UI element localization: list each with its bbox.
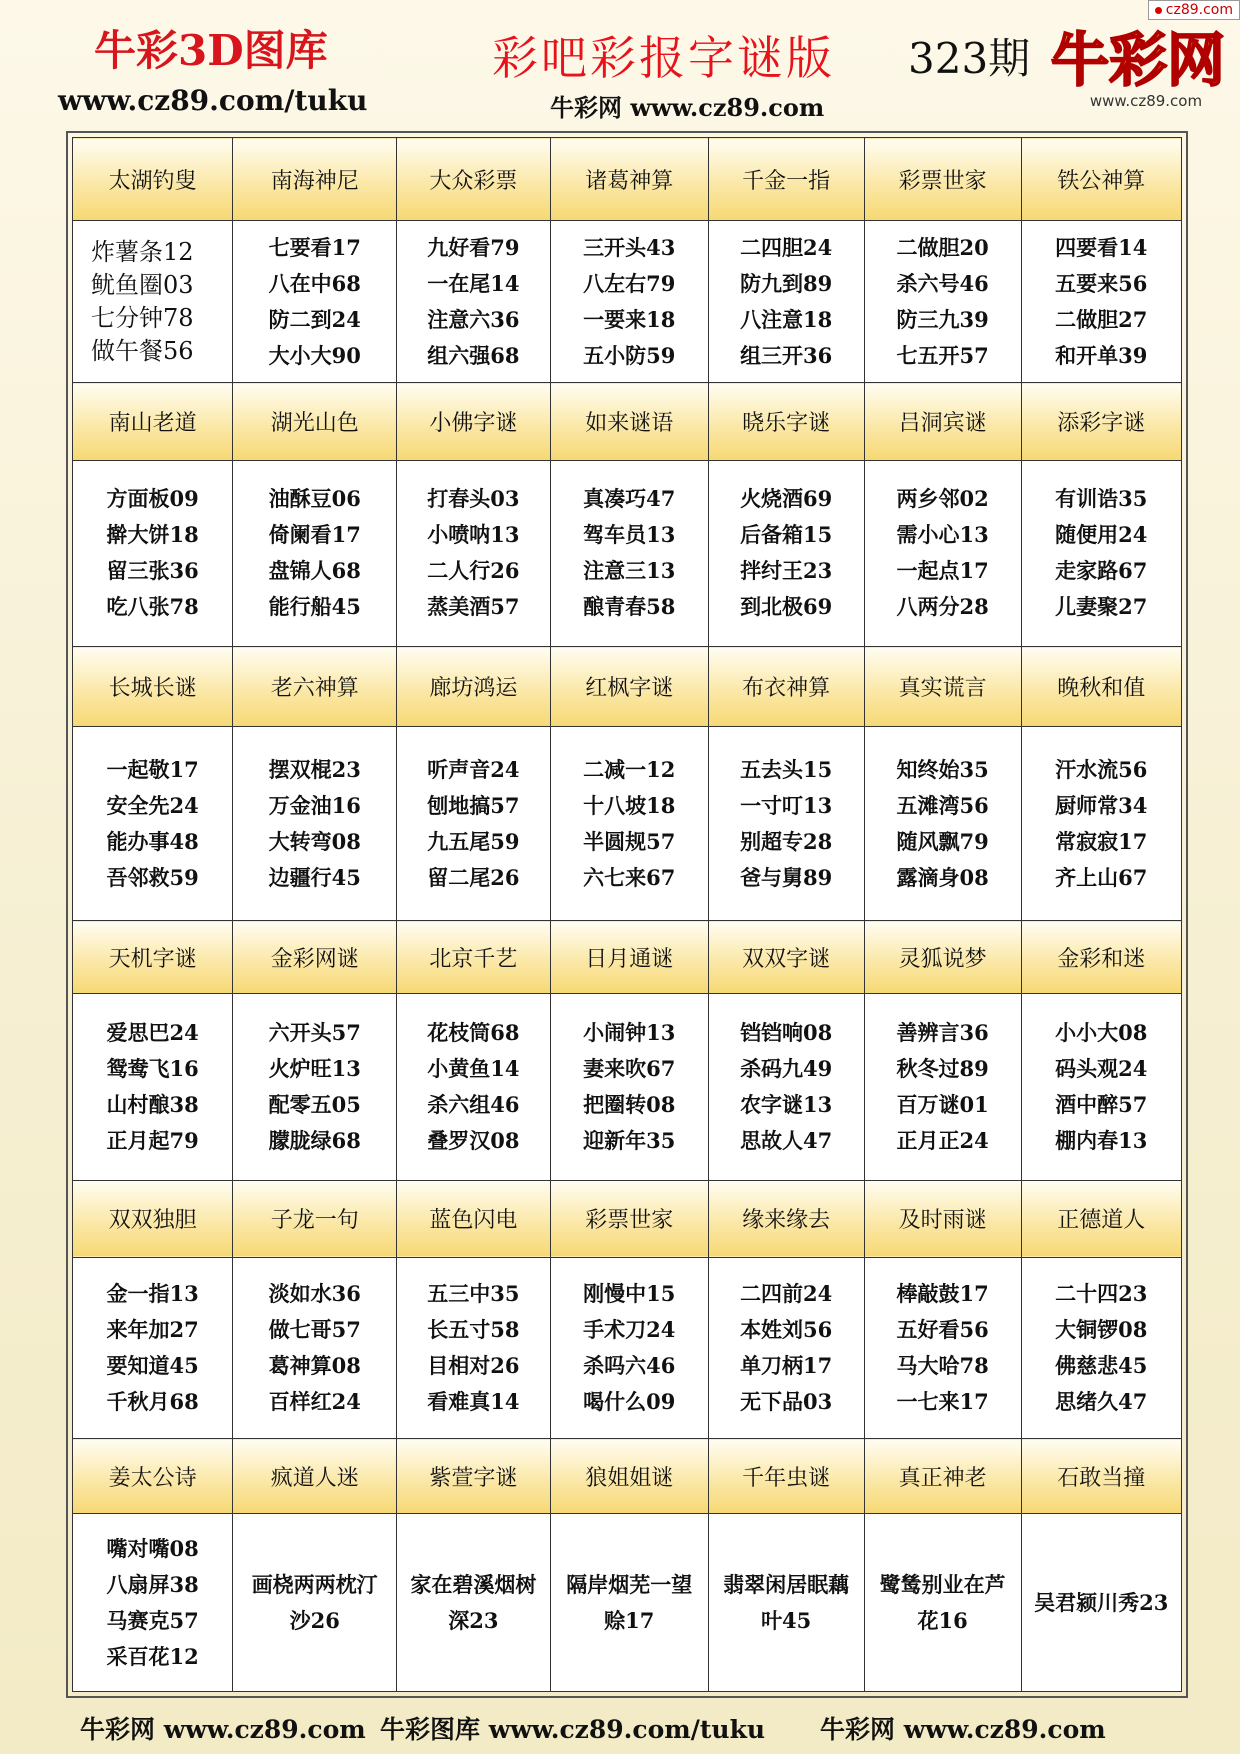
riddle-line: 七分钟78 — [91, 303, 194, 332]
riddle-line: 正月正24 — [896, 1127, 989, 1153]
riddle-cell — [550, 994, 708, 1180]
riddle-line: 组三开36 — [740, 342, 833, 368]
riddle-line: 喝什么09 — [583, 1389, 676, 1415]
riddle-line: 叶45 — [761, 1607, 812, 1633]
riddle-line: 火炉旺13 — [268, 1055, 361, 1081]
riddle-line: 二人行26 — [427, 558, 520, 584]
riddle-line: 八两分28 — [896, 594, 989, 620]
riddle-line: 小小大08 — [1055, 1019, 1148, 1045]
riddle-cell — [73, 221, 233, 383]
riddle-line: 手术刀24 — [583, 1317, 676, 1343]
svg-text:www.cz89.com: www.cz89.com — [1089, 92, 1203, 110]
riddle-line: 齐上山67 — [1055, 864, 1148, 890]
riddle-line: 半圆规57 — [583, 828, 676, 854]
riddle-line: 五三中35 — [427, 1281, 520, 1307]
riddle-line: 一要来18 — [583, 306, 676, 332]
riddle-line: 厨师常34 — [1055, 792, 1148, 818]
source-name: 布衣神算 — [708, 647, 864, 727]
riddle-cell — [864, 994, 1021, 1180]
riddle-line: 和开单39 — [1055, 342, 1148, 368]
riddle-line: 家在碧溪烟树 — [410, 1571, 537, 1597]
source-name: 北京千艺 — [397, 921, 551, 994]
source-name: 如来谜语 — [550, 383, 708, 461]
source-name: 红枫字谜 — [550, 647, 708, 727]
source-name: 小佛字谜 — [397, 383, 551, 461]
source-name: 千年虫谜 — [708, 1439, 864, 1514]
riddle-line: 真凑巧47 — [583, 486, 676, 512]
riddle-line: 千秋月68 — [106, 1389, 199, 1415]
riddle-row — [73, 1258, 1182, 1439]
riddle-line: 迎新年35 — [583, 1127, 676, 1153]
riddle-line: 百万谜01 — [896, 1091, 989, 1117]
riddle-line: 八扇屏38 — [106, 1571, 199, 1597]
source-name: 紫萱字谜 — [397, 1439, 551, 1514]
riddle-cell — [397, 1258, 551, 1439]
riddle-table — [72, 137, 1182, 1692]
riddle-line: 倚阑看17 — [268, 522, 361, 548]
source-name: 廊坊鸿运 — [397, 647, 551, 727]
riddle-line: 鹭鸶别业在芦 — [879, 1571, 1006, 1597]
riddle-line: 随便用24 — [1055, 522, 1148, 548]
riddle-line: 山村酿38 — [106, 1091, 199, 1117]
source-name: 双双字谜 — [708, 921, 864, 994]
riddle-line: 三开头43 — [583, 234, 676, 260]
riddle-line: 一寸叮13 — [740, 792, 833, 818]
riddle-line: 叠罗汉08 — [427, 1127, 520, 1153]
riddle-cell — [233, 460, 397, 646]
riddle-line: 防二到24 — [268, 306, 361, 332]
source-name: 双双独胆 — [73, 1180, 233, 1258]
riddle-line: 常寂寂17 — [1055, 828, 1148, 854]
riddle-cell — [233, 726, 397, 920]
source-name: 晚秋和值 — [1021, 647, 1181, 727]
riddle-line: 擀大饼18 — [106, 522, 199, 548]
riddle-line: 铛铛响08 — [740, 1019, 833, 1045]
riddle-cell — [397, 726, 551, 920]
riddle-line: 七要看17 — [268, 234, 361, 260]
riddle-line: 五要来56 — [1055, 270, 1148, 296]
source-name: 南山老道 — [73, 383, 233, 461]
riddle-row — [73, 994, 1182, 1180]
riddle-cell — [1021, 994, 1181, 1180]
issue-number: 323期 — [908, 34, 1031, 83]
riddle-line: 马赛克57 — [106, 1607, 199, 1633]
name-row — [73, 383, 1182, 461]
riddle-line: 小闹钟13 — [583, 1019, 676, 1045]
riddle-line: 采百花12 — [106, 1643, 199, 1669]
riddle-line: 留三张36 — [106, 558, 199, 584]
source-name: 缘来缘去 — [708, 1180, 864, 1258]
riddle-line: 火烧酒69 — [740, 486, 833, 512]
site-url[interactable]: www.cz89.com/tuku — [58, 84, 368, 117]
riddle-line: 后备箱15 — [740, 522, 833, 548]
riddle-line: 画桡两两枕汀 — [251, 1571, 378, 1597]
name-row — [73, 921, 1182, 994]
source-name: 真正神老 — [864, 1439, 1021, 1514]
riddle-cell — [864, 1258, 1021, 1439]
source-name: 金彩和迷 — [1021, 921, 1181, 994]
riddle-line: 边疆行45 — [268, 864, 361, 890]
riddle-line: 佛慈悲45 — [1055, 1353, 1148, 1379]
source-name: 诸葛神算 — [550, 138, 708, 221]
riddle-line: 爱思巴24 — [106, 1019, 199, 1045]
riddle-line: 正月起79 — [106, 1127, 199, 1153]
riddle-line: 来年加27 — [106, 1317, 199, 1343]
riddle-line: 葛神算08 — [268, 1353, 361, 1379]
riddle-row — [73, 1514, 1182, 1692]
riddle-row — [73, 460, 1182, 646]
riddle-line: 四要看14 — [1055, 234, 1148, 260]
svg-text:牛彩网: 牛彩网 — [1050, 26, 1226, 94]
riddle-line: 五去头15 — [740, 756, 833, 782]
source-name: 灵狐说梦 — [864, 921, 1021, 994]
source-name: 长城长谜 — [73, 647, 233, 727]
riddle-line: 十八坡18 — [583, 792, 676, 818]
riddle-line: 驾车员13 — [583, 522, 676, 548]
riddle-line: 赊17 — [604, 1607, 655, 1633]
riddle-cell — [708, 726, 864, 920]
riddle-cell — [233, 221, 397, 383]
riddle-line: 摆双棍23 — [268, 756, 361, 782]
riddle-cell — [864, 221, 1021, 383]
riddle-line: 棒敲鼓17 — [896, 1281, 989, 1307]
riddle-line: 露滴身08 — [896, 864, 989, 890]
riddle-cell — [864, 460, 1021, 646]
riddle-line: 八左右79 — [583, 270, 676, 296]
riddle-line: 思绪久47 — [1055, 1389, 1148, 1415]
riddle-line: 二四胆24 — [740, 234, 833, 260]
riddle-cell — [708, 1514, 864, 1692]
riddle-cell — [233, 994, 397, 1180]
riddle-line: 两乡邻02 — [896, 486, 989, 512]
source-name: 正德道人 — [1021, 1180, 1181, 1258]
riddle-line: 打春头03 — [427, 486, 520, 512]
riddle-cell — [708, 994, 864, 1180]
source-name: 彩票世家 — [864, 138, 1021, 221]
name-row — [73, 1180, 1182, 1258]
riddle-line: 蒸美酒57 — [427, 594, 520, 620]
riddle-line: 五好看56 — [896, 1317, 989, 1343]
riddle-cell — [397, 460, 551, 646]
source-name: 湖光山色 — [233, 383, 397, 461]
source-name: 铁公神算 — [1021, 138, 1181, 221]
source-name: 天机字谜 — [73, 921, 233, 994]
riddle-line: 思故人47 — [740, 1127, 833, 1153]
footer-link-middle[interactable]: 牛彩图库 www.cz89.com/tuku — [380, 1715, 766, 1744]
riddle-line: 注意六36 — [427, 306, 520, 332]
riddle-line: 小喷呐13 — [427, 522, 520, 548]
niucai-logo — [1048, 18, 1228, 118]
riddle-cell — [1021, 1258, 1181, 1439]
source-name: 金彩网谜 — [233, 921, 397, 994]
riddle-line: 组六强68 — [427, 342, 520, 368]
riddle-line: 防九到89 — [740, 270, 833, 296]
riddle-cell — [708, 1258, 864, 1439]
riddle-line: 六开头57 — [268, 1019, 361, 1045]
source-name: 狼姐姐谜 — [550, 1439, 708, 1514]
riddle-cell — [550, 726, 708, 920]
riddle-line: 大小大90 — [268, 342, 361, 368]
riddle-cell — [397, 221, 551, 383]
riddle-line: 五滩湾56 — [896, 792, 989, 818]
riddle-line: 汗水流56 — [1055, 756, 1148, 782]
riddle-line: 鱿鱼圈03 — [91, 270, 194, 299]
source-name: 石敢当撞 — [1021, 1439, 1181, 1514]
footer-link-right[interactable]: 牛彩网 www.cz89.com — [820, 1715, 1106, 1744]
riddle-cell — [864, 726, 1021, 920]
riddle-line: 长五寸58 — [427, 1317, 520, 1343]
riddle-line: 刚慢中15 — [583, 1281, 676, 1307]
riddle-line: 知终始35 — [896, 756, 989, 782]
riddle-line: 码头观24 — [1055, 1055, 1148, 1081]
riddle-line: 做七哥57 — [268, 1317, 361, 1343]
riddle-line: 爸与舅89 — [740, 864, 833, 890]
riddle-line: 善辨言36 — [896, 1019, 989, 1045]
source-name: 疯道人迷 — [233, 1439, 397, 1514]
riddle-line: 杀吗六46 — [583, 1353, 676, 1379]
page-title: 彩吧彩报字谜版 — [492, 31, 835, 85]
source-name: 大众彩票 — [397, 138, 551, 221]
riddle-line: 有训诰35 — [1055, 486, 1148, 512]
riddle-line: 能行船45 — [268, 594, 361, 620]
site-title: 牛彩3D图库 — [94, 26, 328, 75]
riddle-line: 做午餐56 — [91, 336, 194, 365]
riddle-line: 马大哈78 — [896, 1353, 989, 1379]
riddle-line: 翡翠闲居眠藕 — [723, 1571, 850, 1597]
riddle-line: 九好看79 — [427, 234, 520, 260]
riddle-line: 深23 — [448, 1607, 499, 1633]
riddle-cell — [233, 1514, 397, 1692]
riddle-cell — [550, 221, 708, 383]
record-dot-icon — [1155, 7, 1162, 14]
riddle-line: 朦胧绿68 — [268, 1127, 361, 1153]
riddle-line: 妻来吹67 — [583, 1055, 676, 1081]
source-name: 南海神尼 — [233, 138, 397, 221]
riddle-cell — [73, 1258, 233, 1439]
riddle-cell — [73, 726, 233, 920]
riddle-line: 吃八张78 — [106, 594, 199, 620]
riddle-cell — [1021, 460, 1181, 646]
riddle-line: 看难真14 — [427, 1389, 520, 1415]
riddle-cell — [233, 1258, 397, 1439]
riddle-line: 要知道45 — [106, 1353, 199, 1379]
riddle-line: 八注意18 — [740, 306, 833, 332]
riddle-cell — [864, 1514, 1021, 1692]
riddle-line: 二四前24 — [740, 1281, 833, 1307]
riddle-line: 吾邻救59 — [106, 864, 199, 890]
source-name: 添彩字谜 — [1021, 383, 1181, 461]
riddle-cell — [73, 994, 233, 1180]
riddle-line: 能办事48 — [106, 828, 199, 854]
riddle-line: 杀六组46 — [427, 1091, 520, 1117]
name-row — [73, 647, 1182, 727]
riddle-line: 万金油16 — [268, 792, 361, 818]
source-name: 真实谎言 — [864, 647, 1021, 727]
riddle-line: 五小防59 — [583, 342, 676, 368]
source-name: 蓝色闪电 — [397, 1180, 551, 1258]
riddle-line: 炸薯条12 — [91, 237, 194, 266]
riddle-line: 花16 — [917, 1607, 968, 1633]
riddle-line: 花枝筒68 — [427, 1019, 520, 1045]
riddle-line: 方面板09 — [106, 486, 199, 512]
source-name: 彩票世家 — [550, 1180, 708, 1258]
riddle-cell — [397, 1514, 551, 1692]
riddle-line: 目相对26 — [427, 1353, 520, 1379]
riddle-cell — [708, 221, 864, 383]
riddle-line: 随风飘79 — [896, 828, 989, 854]
source-name: 日月通谜 — [550, 921, 708, 994]
source-name: 老六神算 — [233, 647, 397, 727]
riddle-line: 八在中68 — [268, 270, 361, 296]
riddle-line: 酒中醉57 — [1055, 1091, 1148, 1117]
footer-link-left[interactable]: 牛彩网 www.cz89.com — [80, 1715, 366, 1744]
riddle-line: 二减一12 — [583, 756, 676, 782]
riddle-line: 小黄鱼14 — [427, 1055, 520, 1081]
riddle-line: 听声音24 — [427, 756, 520, 782]
riddle-line: 棚内春13 — [1055, 1127, 1148, 1153]
riddle-cell — [73, 460, 233, 646]
riddle-line: 七五开57 — [896, 342, 989, 368]
riddle-row — [73, 221, 1182, 383]
riddle-line: 酿青春58 — [583, 594, 676, 620]
riddle-line: 鸳鸯飞16 — [106, 1055, 199, 1081]
source-name: 千金一指 — [708, 138, 864, 221]
riddle-line: 留二尾26 — [427, 864, 520, 890]
riddle-row — [73, 726, 1182, 920]
riddle-cell — [1021, 1514, 1181, 1692]
source-name: 及时雨谜 — [864, 1180, 1021, 1258]
corner-url-tag[interactable]: cz89.com — [1148, 0, 1240, 20]
riddle-cell — [397, 994, 551, 1180]
riddle-line: 金一指13 — [106, 1281, 199, 1307]
source-name: 吕洞宾谜 — [864, 383, 1021, 461]
riddle-cell — [550, 1258, 708, 1439]
riddle-cell — [550, 1514, 708, 1692]
riddle-line: 杀码九49 — [740, 1055, 833, 1081]
riddle-line: 注意三13 — [583, 558, 676, 584]
riddle-line: 杀六号46 — [896, 270, 989, 296]
riddle-line: 二十四23 — [1055, 1281, 1148, 1307]
riddle-cell — [1021, 221, 1181, 383]
riddle-line: 把圈转08 — [583, 1091, 676, 1117]
riddle-line: 配零五05 — [268, 1091, 361, 1117]
riddle-line: 盘锦人68 — [268, 558, 361, 584]
riddle-line: 拌纣王23 — [740, 558, 833, 584]
riddle-line: 二做胆27 — [1055, 306, 1148, 332]
riddle-line: 油酥豆06 — [268, 486, 361, 512]
riddle-line: 大铜锣08 — [1055, 1317, 1148, 1343]
riddle-line: 刨地搞57 — [427, 792, 520, 818]
riddle-line: 吴君颍川秀23 — [1034, 1589, 1169, 1615]
site-line[interactable]: 牛彩网 www.cz89.com — [550, 93, 825, 122]
riddle-cell — [550, 460, 708, 646]
riddle-line: 九五尾59 — [427, 828, 520, 854]
riddle-line: 隔岸烟芜一望 — [566, 1571, 693, 1597]
riddle-line: 一七来17 — [896, 1389, 989, 1415]
riddle-cell — [1021, 726, 1181, 920]
riddle-line: 走家路67 — [1055, 558, 1148, 584]
riddle-line: 百样红24 — [268, 1389, 361, 1415]
riddle-line: 无下品03 — [740, 1389, 833, 1415]
riddle-line: 别超专28 — [740, 828, 833, 854]
riddle-line: 一起敬17 — [106, 756, 199, 782]
riddle-line: 儿妻聚27 — [1055, 594, 1148, 620]
riddle-cell — [708, 460, 864, 646]
riddle-line: 沙26 — [289, 1607, 340, 1633]
riddle-line: 单刀柄17 — [740, 1353, 833, 1379]
source-name: 子龙一句 — [233, 1180, 397, 1258]
source-name: 晓乐字谜 — [708, 383, 864, 461]
riddle-line: 到北极69 — [740, 594, 833, 620]
riddle-line: 一在尾14 — [427, 270, 520, 296]
riddle-line: 六七来67 — [583, 864, 676, 890]
riddle-line: 安全先24 — [106, 792, 199, 818]
name-row — [73, 138, 1182, 221]
name-row — [73, 1439, 1182, 1514]
source-name: 姜太公诗 — [73, 1439, 233, 1514]
riddle-line: 淡如水36 — [268, 1281, 361, 1307]
riddle-line: 防三九39 — [896, 306, 989, 332]
riddle-line: 秋冬过89 — [896, 1055, 989, 1081]
riddle-cell — [73, 1514, 233, 1692]
source-name: 太湖钓叟 — [73, 138, 233, 221]
riddle-line: 本姓刘56 — [740, 1317, 833, 1343]
riddle-line: 嘴对嘴08 — [106, 1535, 199, 1561]
riddle-line: 需小心13 — [896, 522, 989, 548]
riddle-line: 一起点17 — [896, 558, 989, 584]
riddle-line: 农字谜13 — [740, 1091, 833, 1117]
riddle-line: 二做胆20 — [896, 234, 989, 260]
riddle-line: 大转弯08 — [268, 828, 361, 854]
